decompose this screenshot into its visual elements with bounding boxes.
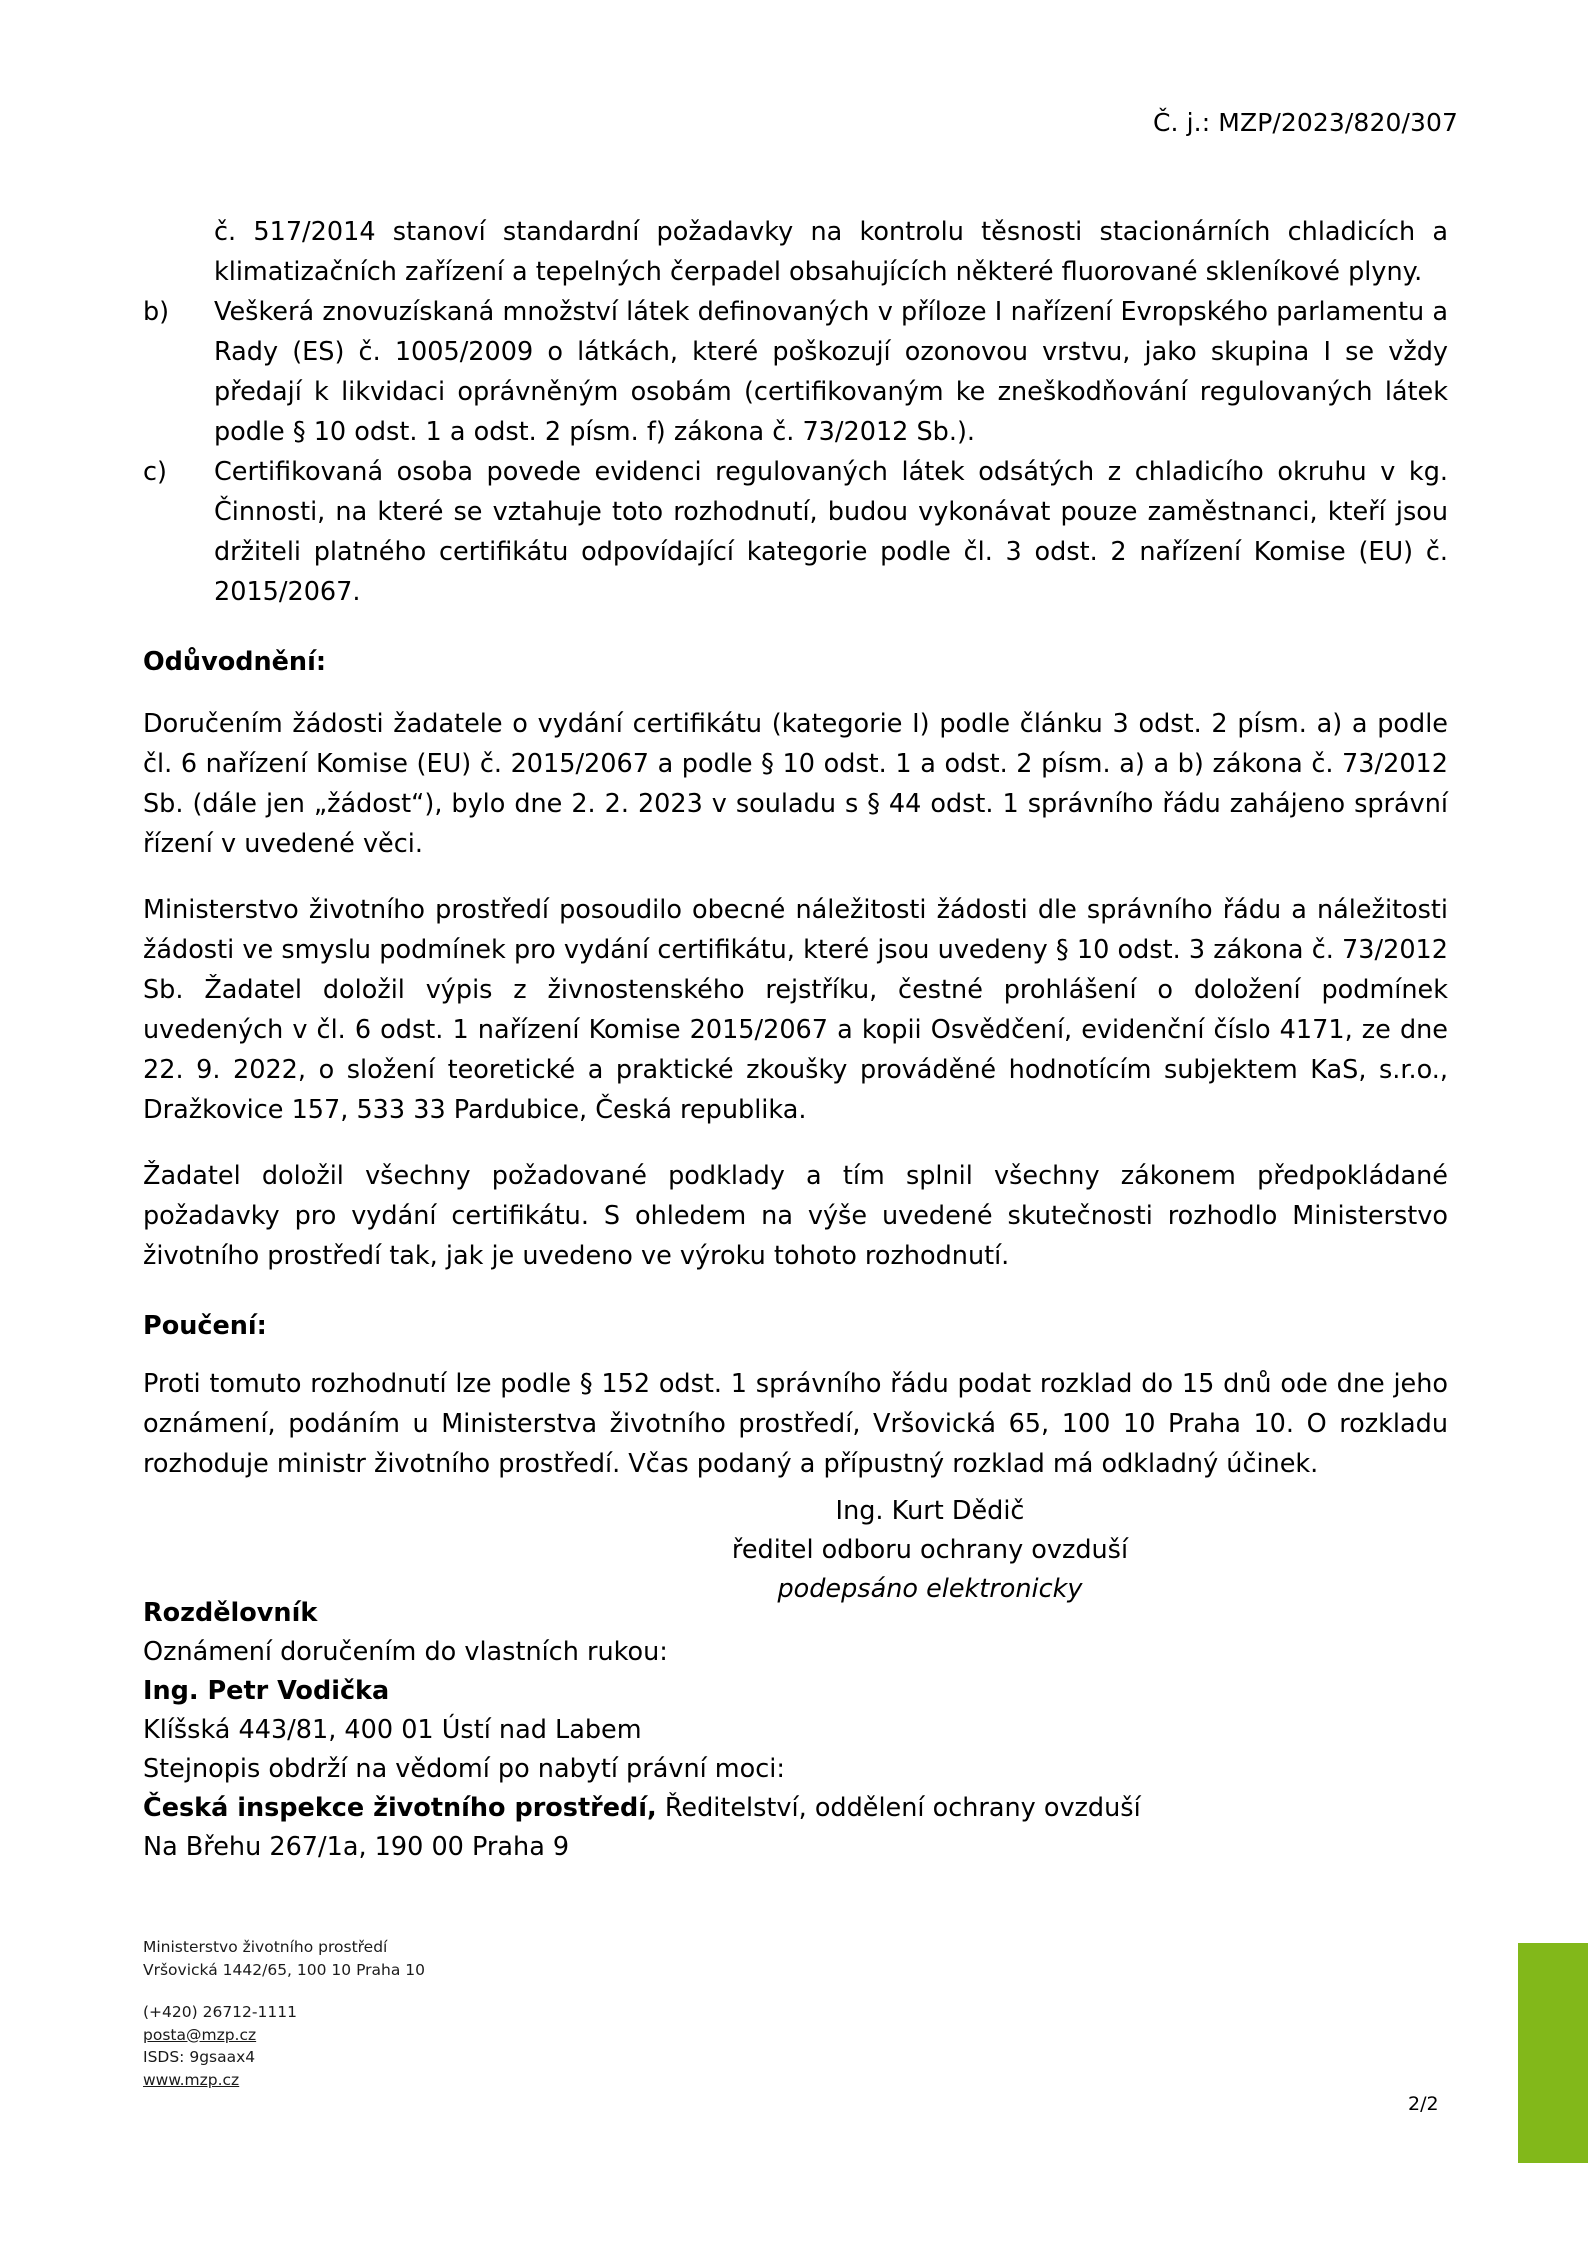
footer-isds: ISDS: 9gsaax4 [143,2048,256,2066]
page-number: 2/2 [1408,2093,1439,2115]
section-heading-instruction: Poučení: [143,1311,267,1341]
footer-email-link[interactable]: posta@mzp.cz [143,2025,257,2044]
cc-organization-line [143,1789,1243,1828]
footer-phone: (+420) 26712-1111 [143,2003,297,2021]
section-heading-reasoning: Odůvodnění: [143,647,327,677]
distribution-heading: Rozdělovník [143,1598,318,1628]
signature-block [560,1492,1300,1609]
copy-notice-label: Stejnopis obdrží na vědomí po nabytí právní moci: [143,1754,785,1784]
distribution-list [143,1594,1243,1867]
cc-address: Na Břehu 267/1a, 190 00 Praha 9 [143,1832,570,1862]
electronic-signature-note: podepsáno elektronicky [777,1574,1083,1604]
footer-ministry-address: Vršovická 1442/65, 100 10 Praha 10 [143,1960,425,1979]
cc-organization-name: Česká inspekce životního prostředí, [143,1793,657,1823]
signatory-position: ředitel odboru ochrany ovzduší [731,1535,1129,1565]
signatory-name: Ing. Kurt Dědič [835,1496,1025,1526]
accent-green-bar [1518,1943,1588,2163]
list-item-text: Veškerá znovuzískaná množství látek definovaných v příloze I nařízení Evropského parlamentu a Rady (ES) č. 1005/2009 o látkách, které poškozují ozonovou vrstvu, jako skupina I se vždy předají k likvidaci oprávněným osobám (certifikovaným ke zneškodňování regulovaných látek podle § 10 odst. 1 a odst. 2 písm. f) zákona č. 73/2012 Sb.). [214,297,1448,447]
list-item-text: Certifikovaná osoba povede evidenci regulovaných látek odsátých z chladicího okruhu v kg. Činnosti, na které se vztahuje toto rozhodnutí, budou vykonávat pouze zaměstnanci, kteří jsou držiteli platného certifikátu odpovídající kategorie podle čl. 3 odst. 2 nařízení Komise (EU) č. 2015/2067. [214,457,1448,607]
lettered-list [143,292,1448,612]
list-item [143,452,1448,612]
reasoning-paragraph-2: Ministerstvo životního prostředí posoudilo obecné náležitosti žádosti dle správního řádu a náležitosti žádosti ve smyslu podmínek pro vydání certifikátu, které jsou uvedeny § 10 odst. 3 zákona č. 73/2012 Sb. Žadatel doložil výpis z živnostenského rejstříku, čestné prohlášení o doložení podmínek uvedených v čl. 6 odst. 1 nařízení Komise 2015/2067 a kopii Osvědčení, evidenční číslo 4171, ze dne 22. 9. 2022, o složení teoretické a praktické zkoušky prováděné hodnotícím subjektem KaS, s.r.o., Dražkovice 157, 533 33 Pardubice, Česká republika. [143,895,1448,1125]
list-item-a-continuation: č. 517/2014 stanoví standardní požadavky na kontrolu těsnosti stacionárních chladicích a klimatizačních zařízení a tepelných čerpadel obsahujících některé fluorované skleníkové plyny. [214,217,1448,287]
reasoning-paragraph-3: Žadatel doložil všechny požadované podklady a tím splnil všechny zákonem předpokládané požadavky pro vydání certifikátu. S ohledem na výše uvedené skutečnosti rozhodlo Ministerstvo životního prostředí tak, jak je uvedeno ve výroku tohoto rozhodnutí. [143,1161,1448,1271]
list-item-marker: c) [143,457,167,487]
cc-organization-department: Ředitelství, oddělení ochrany ovzduší [656,1793,1141,1823]
list-item-marker: b) [143,297,170,327]
document-body [143,212,1448,1484]
footer-website-link[interactable]: www.mzp.cz [143,2070,240,2089]
recipient-name: Ing. Petr Vodička [143,1676,390,1706]
reasoning-paragraph-1: Doručením žádosti žadatele o vydání certifikátu (kategorie I) podle článku 3 odst. 2 písm. a) a podle čl. 6 nařízení Komise (EU) č. 2015/2067 a podle § 10 odst. 1 a odst. 2 písm. a) a b) zákona č. 73/2012 Sb. (dále jen „žádost“), bylo dne 2. 2. 2023 v souladu s § 44 odst. 1 správního řádu zahájeno správní řízení v uvedené věci. [143,709,1448,859]
document-reference-number: Č. j.: MZP/2023/820/307 [1152,108,1458,137]
recipient-address: Klíšská 443/81, 400 01 Ústí nad Labem [143,1715,642,1745]
instruction-paragraph: Proti tomuto rozhodnutí lze podle § 152 odst. 1 správního řádu podat rozklad do 15 dnů ode dne jeho oznámení, podáním u Ministerstva životního prostředí, Vršovická 65, 100 10 Praha 10. O rozkladu rozhoduje ministr životního prostředí. Včas podaný a přípustný rozklad má odkladný účinek. [143,1369,1448,1479]
footer-ministry-name: Ministerstvo životního prostředí [143,1938,388,1956]
list-item [143,292,1448,452]
delivery-method-label: Oznámení doručením do vlastních rukou: [143,1637,668,1667]
page-footer [143,1936,425,2091]
